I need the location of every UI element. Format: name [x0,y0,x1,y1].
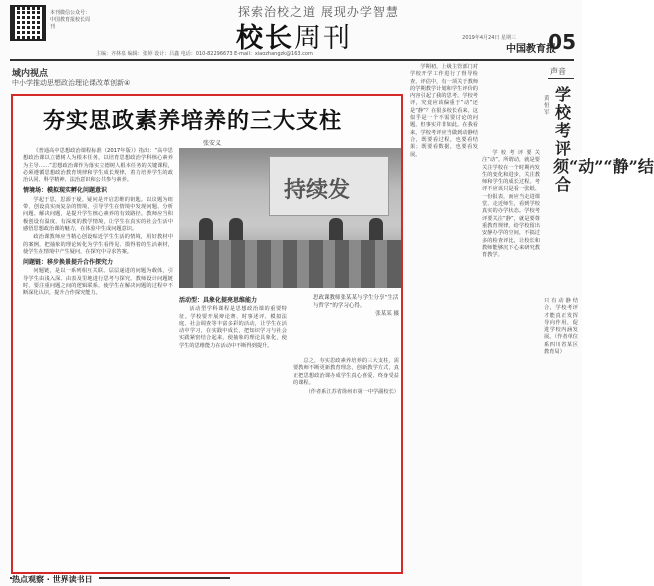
masthead-slogan: 探索治校之道 展现办学智慧 [238,5,399,19]
voice-headline: 学校考评须“动”“静”结合 [553,85,654,194]
part1-body-2: 政治课教师应当精心创设贴近学生生活的情境，用好教材中的案例，把抽象的理论转化为学生看得见、摸得着的生活素材，使学生在情境中产生疑问，在探究中寻求答案。 [23,234,173,255]
paper-name: 中国教育报 [506,44,556,55]
article-photo [179,148,401,288]
article-byline: 张安义 [203,140,222,147]
part1-body: 学起于思，思源于疑。疑问是开启思维的钥匙。以议题为纽带，创设真实而复杂的情境，引导学生在情境中发现问题、分析问题、解决问题，是提升学生核心素养的有效路径。教师应当积极创设有温度、有深度的教学情境，让学生在真实的社会生活中感悟思想政治课的魅力，在体验中生成问题意识。 [23,196,173,232]
lead-article [11,94,403,574]
editor-contact-line: 主编：齐林泉 编辑：张婷 设计：吕鑫 电话：010-82296673 E-mail：xiaozhangzk@163.com [96,51,313,57]
photo-screen [269,156,389,216]
part3-body: 活动型学科课程是思想政治课的重要特征。学校要开展辩论赛、时事述评、模拟法庭、社会调查等丰富多彩的活动，让学生在活动中学习，在实践中成长，把知识学习与社会实践紧密结合起来，使抽象的理论具象化，使学生的思维能力在活动中不断得到提升。 [179,306,287,349]
section-subtitle: 中小学推动思想政治理论课改革创新④ [12,79,131,87]
photo-desks [179,240,401,288]
article-headline: 夯实思政素养培养的三大支柱 [43,108,343,134]
footer-section-title: 热点观察 · 世界读书日 [12,574,99,585]
qr-caption: 本刊微信公众号：中国教育报校长周刊 [50,10,91,30]
right-column-1 [410,64,478,574]
issue-date: 2019年4月24日 星期三 [462,35,516,41]
photo-caption-text: 思政课教师张某某与学生分享“生活与哲学”的学习心得。 [313,295,399,309]
part2-heading: 问题链：移步换景提升合作探究力 [23,259,114,267]
voice-author: 黄恒军 [544,96,550,116]
masthead-title-bold: 校长 [236,23,294,54]
article-conclusion: 总之，夯实思政素养培养的三大支柱，需要教师不断更新教育理念，创新教学方式，真正把思想政治课办成学生真心喜爱、终身受益的课程。 [293,358,399,386]
article-column-1 [23,148,173,566]
photo-credit: 张某某 摄 [375,311,399,317]
photo-caption [313,294,399,318]
photo-screen-text: 持续发 [284,177,351,203]
right-column-1-text: 学期初，上级主管部门对学校开学工作进行了督导检查，评估中，有一项关于教师的学期教学计划和学生评价的内容引起了我的思考。学校考评，究竟应该偏重于“动”还是“静”？在很多校长看来，这似乎是一个不需要讨论的问题，但事实并非如此。在我看来，学校考评应当做到动静结合，既要看过程，也要看结果；既要看数据，也要看发展。 [410,64,478,158]
right-column-2 [482,150,540,574]
page-number: 05 [548,30,576,54]
voice-rule [548,78,574,79]
author-note: （作者系江苏省徐州市第一中学副校长） [305,389,399,396]
section-title: 域内视点 [12,69,49,79]
article-column-2 [179,294,287,566]
article-intro: 《普通高中思想政治课程标准（2017年版）》指出：“高中思想政治课以立德树人为根本任务，以培育思想政治学科核心素养为主导……”思想政治课作为落实立德树人根本任务的关键课程，必须遵循思想政治教育规律和学生成长规律，着力培养学生的政治认同、科学精神、法治意识和公共参与素养。 [23,148,173,184]
part3-heading: 活动型：具象化提亮思维能力 [179,297,258,304]
voice-section-tag: 声音 [550,67,566,76]
voice-body: 只有动静结合，学校考评才能真正发挥导向作用，促进学校内涵发展。（作者单位系四川省某区教育局） [544,298,578,356]
qr-code [10,5,46,41]
article-column-3 [293,358,399,566]
masthead-rule [10,59,574,61]
part1-heading: 情境场：模拟现实孵化问题意识 [23,187,108,195]
part2-body: 问题链，是以一系列相互关联、层层递进的问题为载体，引导学生由浅入深、由表及里地进行思考与探究。教师设计问题链时，要注重问题之间的逻辑联系，使学生在解决问题的过程中不断深化认识，提升合作探究能力。 [23,268,173,297]
masthead-title-thin: 周刊 [294,23,352,54]
right-column-2-text: 学校考评要关注“动”。所谓动，就是要关注学校在一个时期内发生的变化和进步，关注教师和学生的成长过程。考评不应该只是看一张纸、一份报表，而应当走进课堂、走近师生，看到学校真实的办学状态。学校考评要关注“静”，就是要尊重教育规律，给学校留出安静办学的空间，不搞过多的检查评比，让校长和教师能够沉下心来研究教育教学。 [482,150,540,259]
